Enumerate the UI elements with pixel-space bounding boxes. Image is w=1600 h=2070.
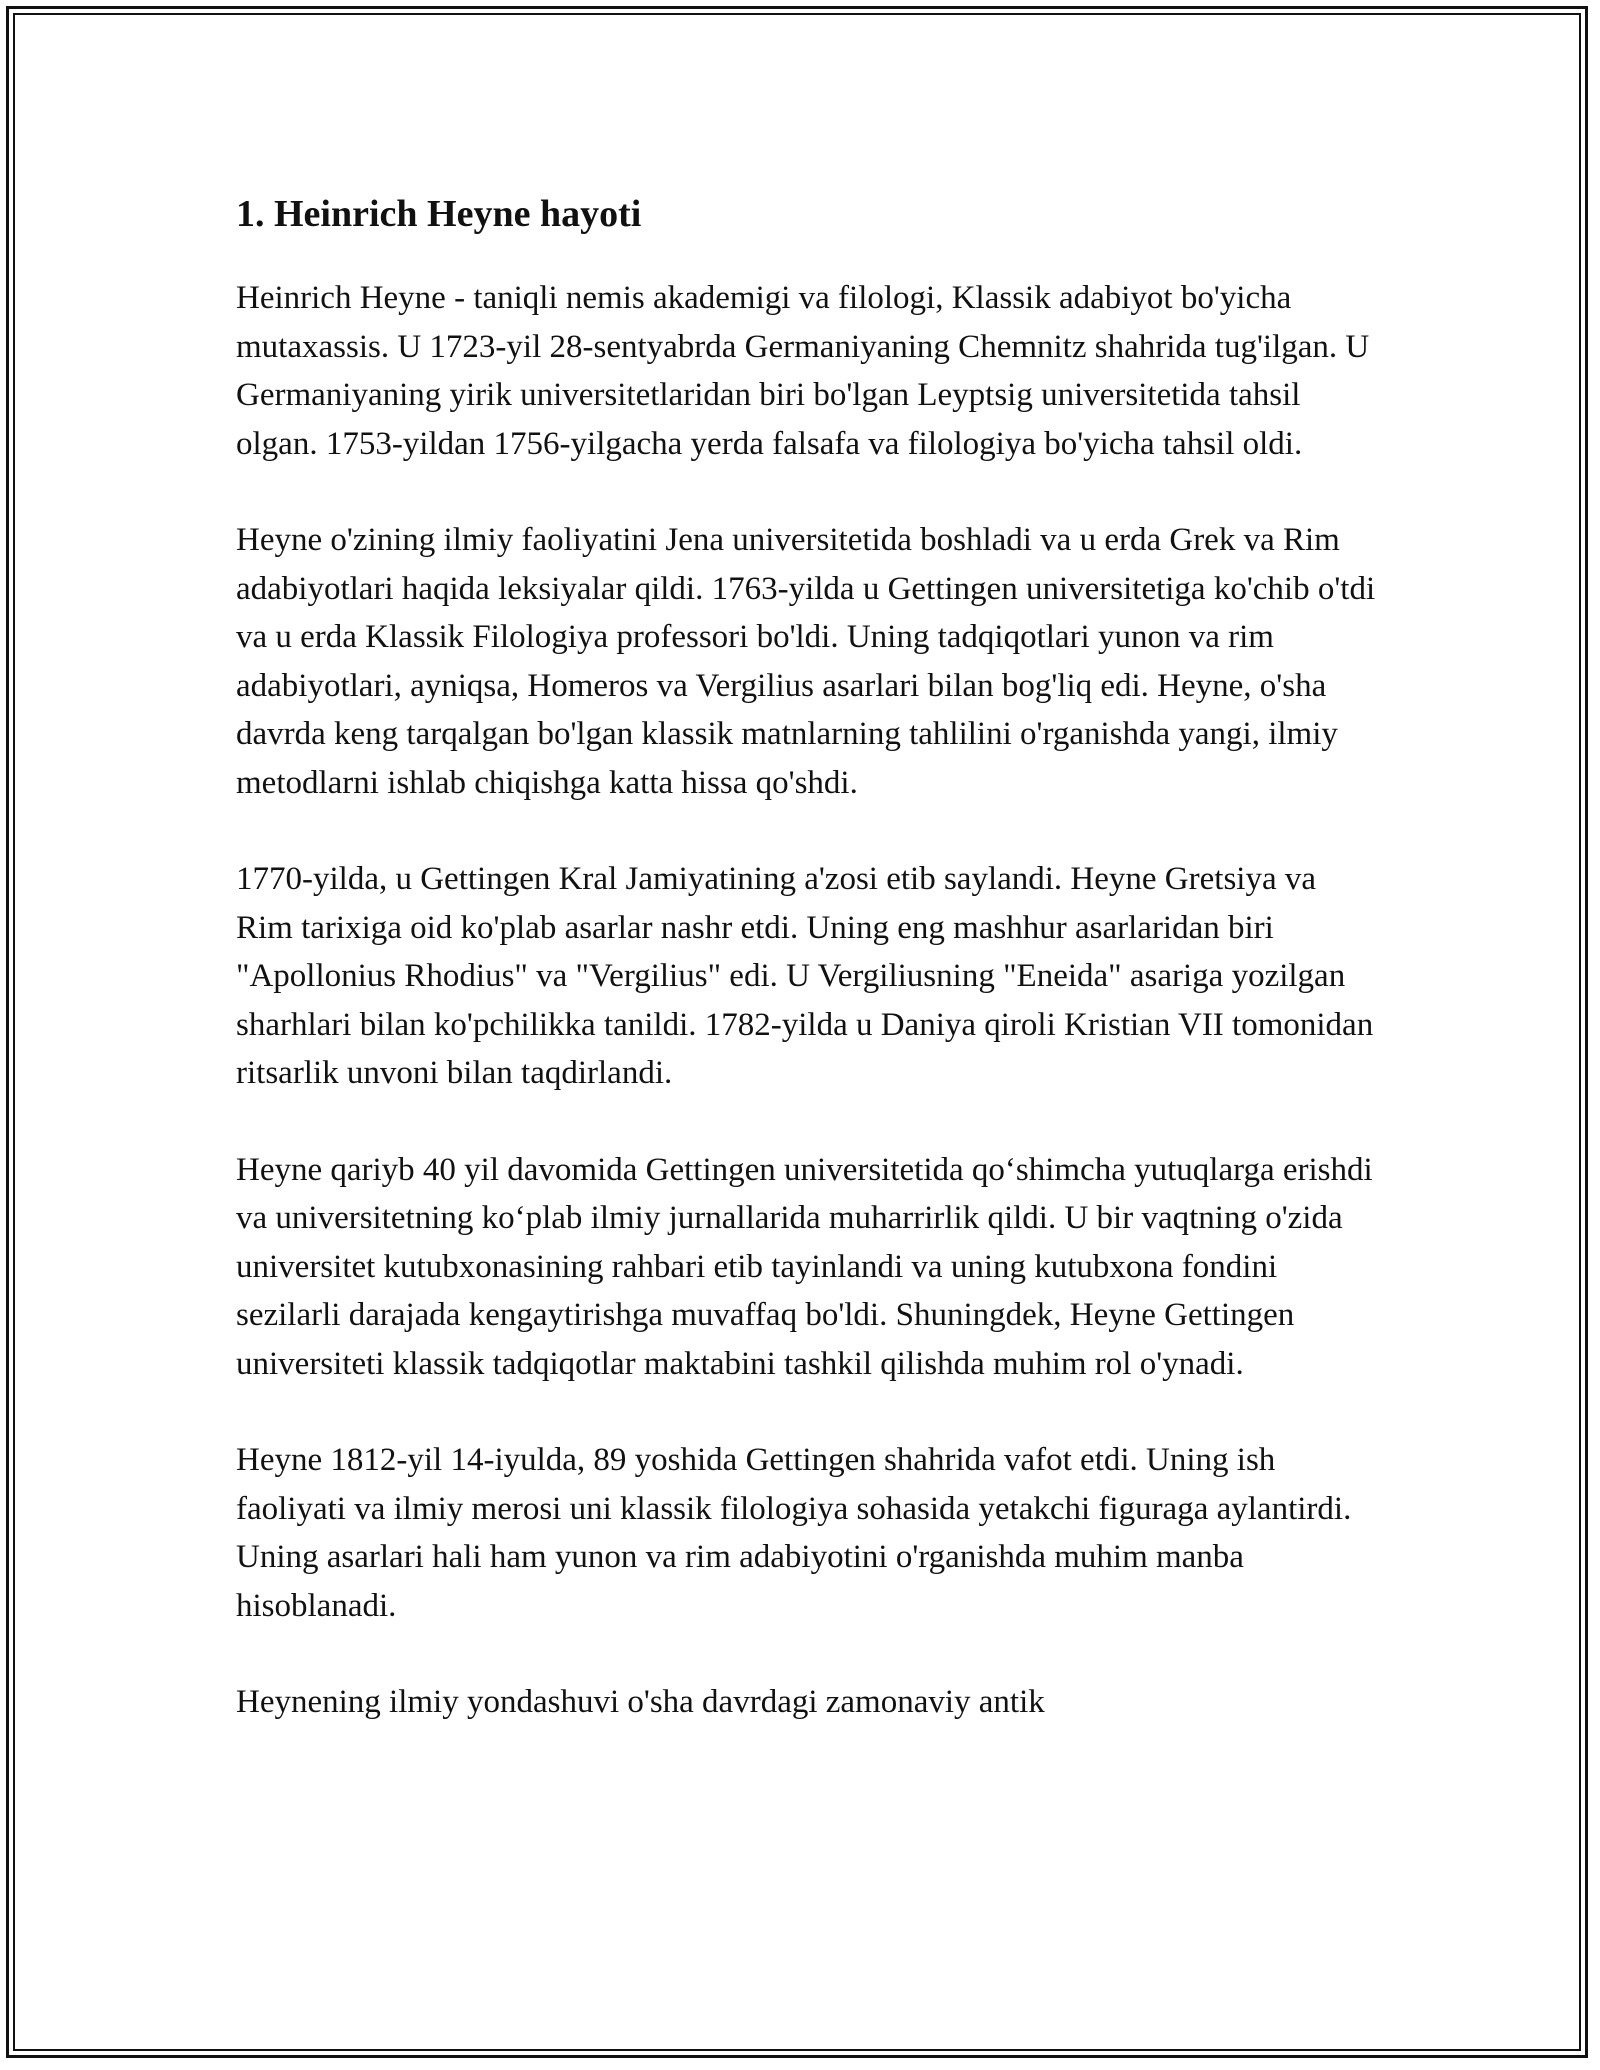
section-heading: 1. Heinrich Heyne hayoti [236,193,642,235]
paragraph-2: Heyne o'zining ilmiy faoliyatini Jena universitetida boshladi va u erda Grek va Rim adabiyotlari haqida leksiyalar qildi. 1763-yilda u Gettingen universitetiga ko'chib o'tdi va u erda Klassik Filologiya professori bo'ldi. Uning tadqiqotlari yunon va rim adabiyotlari, ayniqsa, Homeros va Vergilius asarlari bilan bog'liq edi. Heyne, o'sha davrda keng tarqalgan bo'lgan klassik matnlarning tahlilini o'rganishda yangi, ilmiy metodlarni ishlab chiqishga katta hissa qo'shdi. [236,522,1376,801]
paragraph-6: Heynening ilmiy yondashuvi o'sha davrdagi zamonaviy antik [236,1684,1045,1720]
document-body [236,188,1376,1775]
paragraph-1: Heinrich Heyne - taniqli nemis akademigi va filologi, Klassik adabiyot bo'yicha mutaxassis. U 1723-yil 28-sentyabrda Germaniyaning Chemnitz shahrida tug'ilgan. U Germaniyaning yirik universitetlaridan biri bo'lgan Leyptsig universitetida tahsil olgan. 1753-yildan 1756-yilgacha yerda falsafa va filologiya bo'yicha tahsil oldi. [236,280,1370,462]
paragraph-3: 1770-yilda, u Gettingen Kral Jamiyatining a'zosi etib saylandi. Heyne Gretsiya va Rim tarixiga oid ko'plab asarlar nashr etdi. Uning eng mashhur asarlaridan biri "Apollonius Rhodius" va "Vergilius" edi. U Vergiliusning "Eneida" asariga yozilgan sharhlari bilan ko'pchilikka tanildi. 1782-yilda u Daniya qiroli Kristian VII tomonidan ritsarlik unvoni bilan taqdirlandi. [236,861,1374,1091]
paragraph-5: Heyne 1812-yil 14-iyulda, 89 yoshida Gettingen shahrida vafot etdi. Uning ish faoliyati va ilmiy merosi uni klassik filologiya sohasida yetakchi figuraga aylantirdi. Uning asarlari hali ham yunon va rim adabiyotini o'rganishda muhim manba hisoblanadi. [236,1442,1352,1624]
paragraph-4: Heyne qariyb 40 yil davomida Gettingen universitetida qo‘shimcha yutuqlarga erishdi va universitetning ko‘plab ilmiy jurnallarida muharrirlik qildi. U bir vaqtning o'zida universitet kutubxonasining rahbari etib tayinlandi va uning kutubxona fondini sezilarli darajada kengaytirishga muvaffaq bo'ldi. Shuningdek, Heyne Gettingen universiteti klassik tadqiqotlar maktabini tashkil qilishda muhim rol o'ynadi. [236,1151,1373,1382]
